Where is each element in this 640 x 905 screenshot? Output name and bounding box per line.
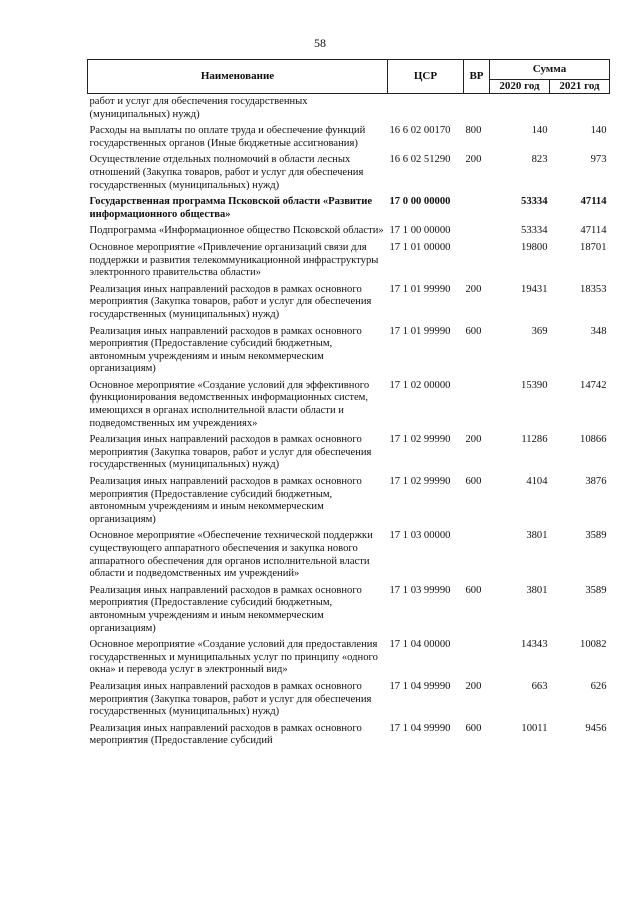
- row-csr-code: 17 1 01 99990: [389, 325, 451, 337]
- budget-table: [87, 59, 610, 752]
- row-name: Основное мероприятие «Обеспечение технической поддержки существующего аппаратного обеспечения и закупка нового аппаратного обеспечения для органов исполнительной власти области и подведомственных им учреждений»: [89, 530, 373, 580]
- row-amount-2020: 369: [531, 325, 548, 337]
- row-amount-2021: 18701: [580, 241, 607, 253]
- table-row: [88, 681, 610, 723]
- header-year-2020: 2020 год: [490, 80, 550, 94]
- row-name: Реализация иных направлений расходов в рамках основного мероприятия (Предоставление субсидий: [89, 722, 362, 747]
- row-csr-code: 17 1 00 00000: [389, 225, 451, 237]
- row-name: Государственная программа Псковской области «Развитие информационного общества»: [89, 196, 373, 220]
- table-row: [88, 723, 610, 752]
- row-amount-2020: 15390: [521, 379, 548, 391]
- row-name: Расходы на выплаты по оплате труда и обеспечение функций государственных органов (Иные бюджетные ассигнования): [89, 125, 366, 149]
- header-name: Наименование: [88, 60, 388, 94]
- row-name: Реализация иных направлений расходов в рамках основного мероприятия (Закупка товаров, работ и услуг для обеспечения государственных (муниципальных) нужд): [89, 434, 372, 471]
- row-name: Реализация иных направлений расходов в рамках основного мероприятия (Предоставление субсидий бюджетным, автономным учреждениям и иным некоммерческим организациям): [89, 584, 362, 634]
- table-row: [88, 242, 610, 284]
- row-csr-code: 17 1 03 00000: [389, 530, 451, 542]
- row-vr-code: 200: [465, 154, 482, 166]
- table-row: [88, 125, 610, 154]
- row-vr-code: [464, 94, 490, 126]
- row-amount-2021: 47114: [580, 225, 607, 237]
- row-csr-code: 17 1 01 99990: [389, 283, 451, 295]
- row-amount-2021: 10866: [580, 434, 607, 446]
- row-amount-2021: 18353: [580, 283, 607, 295]
- row-amount-2021: [550, 94, 610, 126]
- header-year-2021: 2021 год: [550, 80, 610, 94]
- row-amount-2021: 348: [590, 325, 607, 337]
- row-csr-code: 16 6 02 00170: [389, 125, 451, 137]
- table-row: [88, 284, 610, 326]
- row-amount-2021: 3589: [585, 530, 607, 542]
- row-amount-2021: 3589: [585, 584, 607, 596]
- row-amount-2020: 3801: [526, 584, 548, 596]
- table-row: [88, 585, 610, 639]
- table-row: [88, 154, 610, 196]
- row-amount-2020: 823: [531, 154, 548, 166]
- row-csr-code: 17 1 02 99990: [389, 434, 451, 446]
- row-amount-2020: 14343: [521, 639, 548, 651]
- table-row: [88, 639, 610, 681]
- row-amount-2020: 19800: [521, 241, 548, 253]
- row-amount-2020: 663: [531, 680, 548, 692]
- table-row: [88, 530, 610, 584]
- table-row: [88, 326, 610, 380]
- row-name: Основное мероприятие «Создание условий для предоставления государственных и муниципальных услуг по принципу «одного окна» и перевода услуг в электронный вид»: [89, 639, 378, 676]
- row-csr-code: 17 0 00 00000: [389, 196, 451, 208]
- row-csr-code: 16 6 02 51290: [389, 154, 451, 166]
- row-amount-2020: 3801: [526, 530, 548, 542]
- row-name: Реализация иных направлений расходов в рамках основного мероприятия (Предоставление субсидий бюджетным, автономным учреждениям и иным некоммерческим организациям): [89, 476, 362, 525]
- row-vr-code: [464, 242, 490, 284]
- row-name: Основное мероприятие «Создание условий для эффективного функционирования ведомственных информационных систем, имеющихся в органах исполнительной власти области и подведомственных им учреждениях»: [89, 379, 370, 429]
- row-csr-code: 17 1 02 99990: [389, 476, 451, 488]
- row-name: Реализация иных направлений расходов в рамках основного мероприятия (Закупка товаров, работ и услуг для обеспечения государственных (муниципальных) нужд): [89, 680, 372, 718]
- table-row: [88, 225, 610, 242]
- row-amount-2021: 3876: [585, 476, 607, 488]
- row-vr-code: 600: [465, 584, 482, 596]
- row-vr-code: 800: [465, 125, 482, 137]
- page-number: 58: [314, 36, 326, 50]
- row-vr-code: [464, 225, 490, 242]
- row-amount-2020: 11286: [521, 434, 548, 446]
- header-sum: Сумма: [490, 60, 610, 80]
- row-vr-code: 600: [465, 722, 482, 734]
- table-row: [88, 476, 610, 530]
- row-vr-code: [464, 639, 490, 681]
- table-row: [88, 196, 610, 225]
- row-csr-code: [388, 94, 464, 126]
- row-vr-code: 200: [465, 283, 482, 295]
- row-csr-code: 17 1 04 99990: [389, 722, 451, 734]
- table-row: [88, 434, 610, 476]
- table-body: [88, 94, 610, 752]
- row-amount-2020: 53334: [521, 225, 548, 237]
- row-name: Подпрограмма «Информационное общество Псковской области»: [89, 225, 384, 237]
- row-vr-code: [464, 196, 490, 225]
- row-vr-code: 600: [465, 476, 482, 488]
- row-name: Основное мероприятие «Привлечение организаций связи для поддержки и развития телекоммуникационной инфраструктуры электронного правительства области»: [89, 241, 379, 279]
- row-name: работ и услуг для обеспечения государственных (муниципальных) нужд): [89, 96, 308, 120]
- row-vr-code: 600: [465, 325, 482, 337]
- row-amount-2020: [490, 94, 550, 126]
- row-amount-2020: 140: [531, 125, 548, 137]
- row-vr-code: [464, 380, 490, 434]
- row-amount-2020: 53334: [521, 196, 548, 208]
- header-csr: ЦСР: [388, 60, 464, 94]
- header-vr: ВР: [464, 60, 490, 94]
- row-amount-2020: 19431: [521, 283, 548, 295]
- table-row: [88, 94, 610, 126]
- row-amount-2021: 626: [590, 680, 607, 692]
- row-amount-2021: 973: [590, 154, 607, 166]
- row-name: Реализация иных направлений расходов в рамках основного мероприятия (Предоставление субсидий бюджетным, автономным учреждениям и иным некоммерческим организациям): [89, 325, 362, 375]
- row-vr-code: 200: [465, 680, 482, 692]
- table-row: [88, 380, 610, 434]
- row-amount-2021: 10082: [580, 639, 607, 651]
- row-amount-2021: 9456: [585, 722, 607, 734]
- row-vr-code: [464, 530, 490, 584]
- row-csr-code: 17 1 04 00000: [389, 639, 451, 651]
- row-name: Реализация иных направлений расходов в рамках основного мероприятия (Закупка товаров, работ и услуг для обеспечения государственных (муниципальных) нужд): [89, 283, 372, 320]
- row-amount-2021: 140: [590, 125, 607, 137]
- row-csr-code: 17 1 03 99990: [389, 584, 451, 596]
- row-csr-code: 17 1 01 00000: [389, 241, 451, 253]
- row-name: Осуществление отдельных полномочий в области лесных отношений (Закупка товаров, работ и услуг для обеспечения государственных (муниципальных) нужд): [89, 154, 364, 191]
- row-csr-code: 17 1 02 00000: [389, 379, 451, 391]
- row-amount-2020: 10011: [521, 722, 548, 734]
- row-csr-code: 17 1 04 99990: [389, 680, 451, 692]
- row-amount-2020: 4104: [526, 476, 548, 488]
- row-amount-2021: 47114: [580, 196, 607, 208]
- row-vr-code: 200: [465, 434, 482, 446]
- row-amount-2021: 14742: [580, 379, 607, 391]
